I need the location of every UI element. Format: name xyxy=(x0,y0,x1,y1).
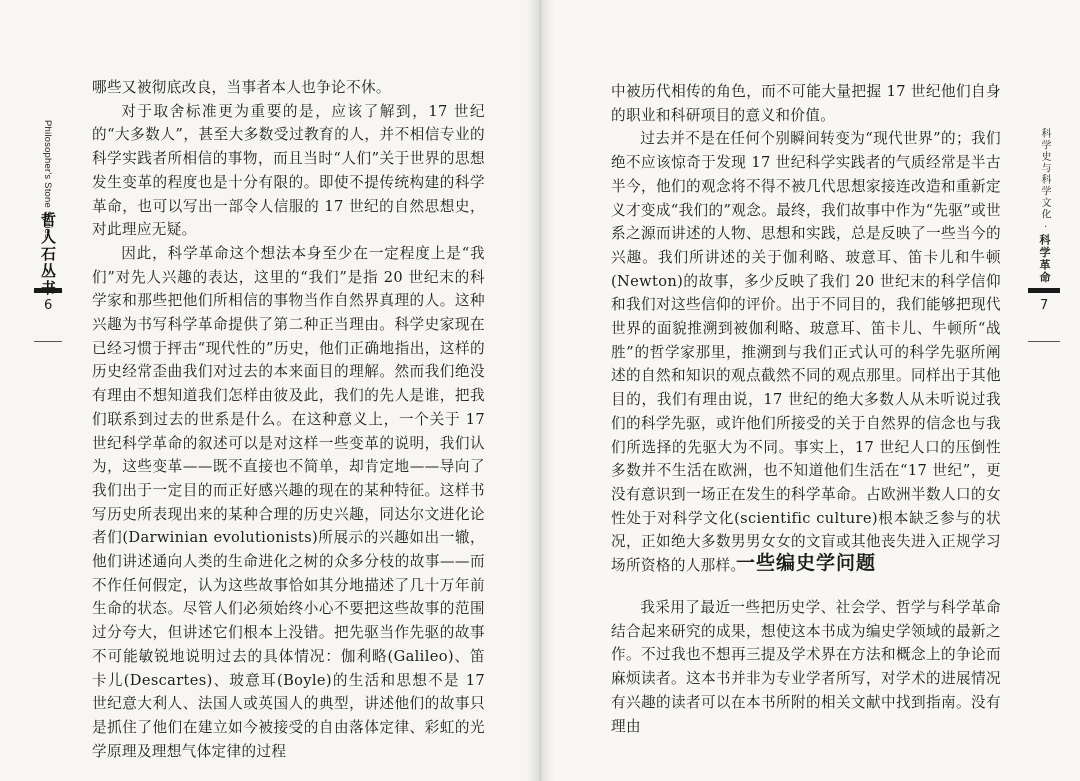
left-body-text xyxy=(92,76,485,763)
page-number: 6 xyxy=(44,298,53,313)
right-body-text xyxy=(611,80,1001,578)
section-heading: 一些编史学问题 xyxy=(735,552,876,574)
page-number-tab xyxy=(1028,288,1060,342)
book-gutter xyxy=(526,0,554,781)
paragraph: 我采用了最近一些把历史学、社会学、哲学与科学革命结合起来研究的成果，想使这本书成为编史学领域的最新之作。不过我也不想再三提及学术界在方法和概念上的争论而麻烦读者。这本书并非为专业学者所写，对学术的进展情况有兴趣的读者可以在本书所附的相关文献中找到指南。没有理由 xyxy=(611,599,1001,735)
running-head xyxy=(1036,128,1052,284)
right-body-text-after-heading xyxy=(611,596,1001,738)
paragraph: 哪些又被彻底改良，当事者本人也争论不休。 xyxy=(92,79,391,96)
paragraph: 过去并不是在任何个别瞬间转变为“现代世界”的；我们绝不应该惊奇于发现 17 世纪科学实践者的气质经常是半古半今，他们的观念将不得不被几代思想家接连改造和重新定义才变成“我们的”观念。最终，我们故事中作为“先驱”或世系之源而讲述的人物、思想和实践，总是反映了一些当今的兴趣。我们所讲述的关于伽利略、玻意耳、笛卡儿和牛顿(Newton)的故事，多少反映了我们 20 世纪末的科学信仰和我们对这些信仰的评价。出于不同目的，我们能够把现代世界的面貌推溯到被伽利略、玻意耳、笛卡儿、牛顿所“战胜”的哲学家那里，推溯到与我们正式认可的科学先驱所阐述的自然和知识的观点截然不同的观点那里。同样出于其他目的，我们有理由说，17 世纪的绝大多数人从未听说过我们的科学先驱，或许他们所接受的关于自然界的信念也与我们所选择的先驱大为不同。事实上，17 世纪人口的压倒性多数并不生活在欧洲，也不知道他们生活在“17 世纪”，更没有意识到一场正在发生的科学革命。占欧洲半数人口的女性处于对科学文化(scientific culture)根本缺乏参与的状况，正如绝大多数男男女女的文盲或其他丧失进入正规学习场所资格的人那样。 xyxy=(611,130,1001,575)
running-head-series: 科学史与科学文化 xyxy=(1039,128,1050,220)
series-logo: 哲人石丛书 xyxy=(39,212,57,297)
paragraph: 中被历代相传的角色，而不可能大量把握 17 世纪他们自身的职业和科研项目的意义和价值。 xyxy=(611,83,1001,124)
running-head-dot: · xyxy=(1039,224,1050,230)
page-number-tab xyxy=(34,288,62,342)
running-head-title: 科学革命 xyxy=(1038,234,1051,285)
page-number: 7 xyxy=(1040,298,1049,313)
paragraph: 对于取舍标准更为重要的是，应该了解到，17 世纪的“大多数人”，甚至大多数受过教育的人，并不相信专业的科学实践者所相信的事物，而且当时“人们”关于世界的思想发生变革的程度也是十分有限的。即使不提传统构建的科学革命，也可以写出一部令人信服的 17 世纪的自然思想史，对此理应无疑。 xyxy=(92,102,485,239)
series-title-en: Philosopher's Stone Series xyxy=(42,120,53,239)
paragraph: 因此，科学革命这个想法本身至少在一定程度上是“我们”对先人兴趣的表达，这里的“我们”是指 20 世纪末的科学家和那些把他们所相信的事物当作自然界真理的人。这种兴趣为书写科学革命提供了第二种正当理由。科学史家现在已经习惯于抨击“现代性的”历史，他们正确地指出，这样的历史经常歪曲我们对过去的本来面目的理解。然而我们绝没有理由不想知道我们怎样由彼及此，我们的先人是谁，把我们联系到过去的世系是什么。在这种意义上，一个关于 17 世纪科学革命的叙述可以是对这样一些变革的说明，我们认为，这些变革——既不直接也不简单，却肯定地——导向了我们出于一定目的而正好感兴趣的现在的某种特征。这样书写历史所表现出来的某种合理的历史兴趣，同达尔文进化论者们(Darwinian evolutionists)所展示的兴趣如出一辙，他们讲述通向人类的生命进化之树的众多分枝的故事——而不作任何假定，认为这些故事恰如其分地描述了几十万年前生命的状态。尽管人们必须始终小心不要把这些故事的范围过分夸大，但讲述它们根本上没错。把先驱当作先驱的故事不可能敏锐地说明过去的具体情况：伽利略(Galileo)、笛卡儿(Descartes)、玻意耳(Boyle)的生活和思想不是 17 世纪意大利人、法国人或英国人的典型，讲述他们的故事只是抓住了他们在建立如今被接受的自由落体定律、彩虹的光学原理及理想气体定律的过程 xyxy=(92,244,485,760)
